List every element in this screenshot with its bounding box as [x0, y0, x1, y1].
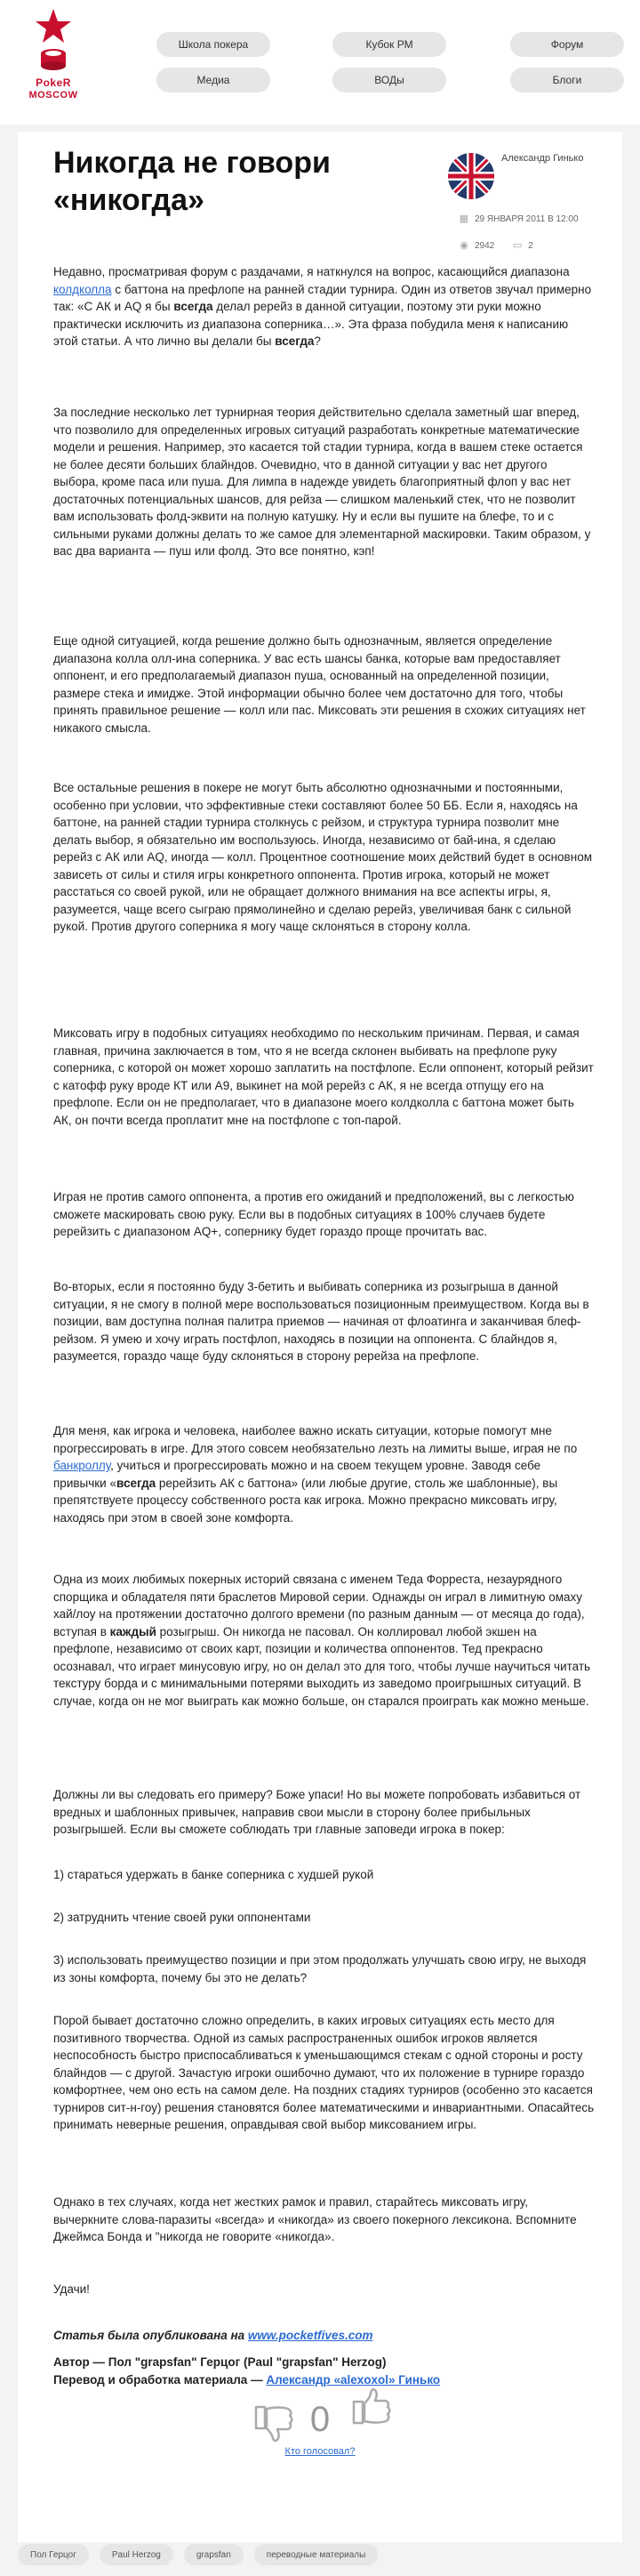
- star-icon: [34, 7, 73, 46]
- author-name[interactable]: Александр Гинько: [501, 153, 584, 164]
- paragraph-7: Во-вторых, если я постоянно буду 3-бетить и выбивать соперника из розыгрыша в данной ситуации, я не смогу в полной мере воспользоваться позиционным преимуществом. Когда вы в позиции, вам доступна полная палитра приемов — начиная от флоатинга и заканчивая блеф-рейзом. Я умею и хочу играть постфлоп, находясь в позиции на оппонента. С блайндов я, разумеется, гораздо чаще буду склоняться в сторону ререйза на префлопе.: [53, 1280, 589, 1363]
- calendar-icon: ▦: [459, 213, 469, 224]
- nav-cup[interactable]: Кубок РМ: [332, 32, 446, 57]
- nav-blogs[interactable]: Блоги: [510, 68, 624, 93]
- comment-icon: ▭: [513, 240, 523, 251]
- tag-item[interactable]: Paul Herzog: [100, 2544, 173, 2565]
- paragraph-8: [53, 1422, 596, 1526]
- who-voted-link[interactable]: Кто голосовал?: [284, 2446, 356, 2457]
- source-link[interactable]: www.pocketfives.com: [247, 2329, 373, 2342]
- p9-text-b: розыгрыш. Он никогда не пасовал. Он коллировал любой экшен на префлопе, независимо от своих карт, позиции и количества оппонентов. Тед прекрасно осознавал, что играет минусовую игру, но он делал это для того, чтобы лучше научиться читать текстуру борда и с минимальными потерями выходить из заведомо проигрышных ситуаций. В случае, когда он не мог выиграть как можно больше, он старался проиграть как можно меньше.: [53, 1624, 591, 1708]
- article-card: [18, 132, 622, 2542]
- coldcall-link[interactable]: колдколла: [53, 282, 112, 296]
- logo[interactable]: [20, 7, 87, 112]
- nav-vods[interactable]: ВОДы: [332, 68, 446, 93]
- paragraph-10: Должны ли вы следовать его примеру? Боже упаси! Но вы можете попробовать избавиться от вредных и шаблонных привычек, направив свои мысли в сторону более прибыльных розыгрышей. Если вы сможете соблюдать три главные заповеди игрока в покер:: [53, 1788, 581, 1836]
- paragraph-6: Играя не против самого оппонента, а против его ожиданий и предположений, вы с легкостью сможете маскировать свою руку. Если вы в подобных ситуациях в 100% случаев будете ререйзить с диапазоном AQ+, сопернику будет гораздо проще прочитать вас.: [53, 1190, 574, 1238]
- p1-bold-2: всегда: [275, 334, 315, 348]
- paragraph-3: Еще одной ситуацией, когда решение должно быть однозначным, является определение диапазона колла олл-ина соперника. У вас есть шансы банка, которые вам предоставляет оппонент, и его предполагаемый диапазон пуша, основанный на определенной позиции, размере стека и имидже. Этой информации обычно более чем достаточно для того, чтобы принять правильное решение — колл или пас. Миксовать эти решения в схожих ситуациях нет никакого смысла.: [53, 634, 586, 735]
- stats-row: [459, 240, 533, 251]
- paragraph-11: Порой бывает достаточно сложно определить, в каких игровых ситуациях есть место для позитивного творчества. Одной из самых распространенных ошибок игроков является неспособность быстро приспосабливаться к уменьшающимся стекам с одной стороны и росту блайндов — с другой. Зачастую игроки ошибочно думают, что их положение в турнире гораздо комфортнее, чем оно есть на самом деле. На поздних стадиях турниров (особенно это касается турниров сит-н-гоу) решения становятся более математическими и инвариантными. Опасайтесь принимать неверные решения, оправдывая свой выбор миксованием игры.: [53, 2014, 595, 2131]
- p1-text-c: делал ререйз в данной ситуации, поэтому эти руки можно практически исключить из диапазона соперника…». Эта фраза побудила меня к написанию этой статьи. А что лично вы делали бы: [53, 300, 569, 348]
- logo-text: [20, 76, 87, 101]
- paragraph-2: За последние несколько лет турнирная теория действительно сделала заметный шаг вперед, что позволило для определенных игровых ситуаций разработать конкретные математические модели и решения. Например, это касается той стадии турнира, когда в вашем стеке остается не более десяти больших блайндов. Очевидно, что в данной ситуации у вас нет другого выбора, кроме паса или пуша. Для лимпа в надежде увидеть благоприятный флоп у вас нет достаточных потенциальных шансов, для рейза — слишком маленький стек, что не позволит вам использовать фолд-эквити на полную катушку. Ну и если вы пушите на блефе, то и с сильными руками должны делать то же самое для элементарной маскировки. Таким образом, у вас два варианта — пуш или фолд. Это все понятно, кэп!: [53, 406, 591, 558]
- p8-bold: всегда: [116, 1476, 156, 1490]
- post-date: 29 ЯНВАРЯ 2011 В 12:00: [475, 213, 579, 224]
- p8-text-a: Для меня, как игрока и человека, наиболее важно искать ситуации, которые помогут мне прогрессировать в игре. Для этого совсем необязательно лезть на лимиты выше, играя не по: [53, 1424, 578, 1455]
- paragraph-4: Все остальные решения в покере не могут быть абсолютно однозначными и постоянными, особенно при условии, что эффективные стеки составляют более 50 ББ. Если я, находясь на баттоне, на ранней стадии турнира столкнусь с рейзом, и структура турнира позволит мне делать выбор, я обязательно им воспользуюсь. Иногда, независимо от бай-ина, я сделаю ререйз с АК или AQ, иногда — колл. Процентное соотношение моих действий будет в основном зависеть от силы и стиля игры конкретного оппонента. Против игрока, который не может расстаться со своей рукой, или не обращает должного внимания на все аспекты игры, я, разумеется, чаще всего сыграю прямолинейно и сделаю ререйз, увеличивая банк с сильной рукой. Против другого соперника я могу чаще склоняться в сторону колла.: [53, 781, 592, 933]
- p1-text-b: с баттона на префлопе на ранней стадии турнира. Один из ответов звучал примерно так: «С АК и AQ я бы: [53, 282, 592, 313]
- tag-item[interactable]: grapsfan: [184, 2544, 244, 2565]
- nav-school[interactable]: Школа покера: [156, 32, 270, 57]
- site-header: [0, 0, 640, 125]
- p9-text-a: Одна из моих любимых покерных историй связана с именем Теда Форреста, незаурядного спорщика и обладателя пяти браслетов Мировой серии. Однажды он играл в лимитную омаху хай/лоу на протяжении достаточно долгого времени (по разным данным — от месяца до года), вступая в: [53, 1573, 585, 1638]
- chip-stack-icon: [37, 46, 69, 75]
- logo-line1: PokeR: [36, 76, 71, 89]
- tag-list: [18, 2544, 378, 2565]
- author-credit: Автор — Пол "grapsfan" Герцог (Paul "grapsfan" Herzog): [53, 2355, 387, 2369]
- translator-text: Перевод и обработка материала —: [53, 2373, 267, 2387]
- tag-item[interactable]: Пол Герцог: [18, 2544, 89, 2565]
- tag-item[interactable]: переводные материалы: [254, 2544, 379, 2565]
- rule-2: 2) затруднить чтение своей руки оппонентами: [53, 1911, 311, 1924]
- p8-text-b: , учиться и прогрессировать можно и на своем текущем уровне. Заводя себе привычки «: [53, 1459, 541, 1490]
- views-count: 2942: [475, 240, 495, 251]
- avatar[interactable]: [448, 153, 494, 199]
- translator-credit: [53, 2371, 596, 2389]
- source-line: [53, 2327, 596, 2345]
- paragraph-9: [53, 1571, 596, 1710]
- rule-1: 1) стараться удержать в банке соперника с худшей рукой: [53, 1868, 374, 1881]
- sign-off: Удачи!: [53, 2282, 90, 2296]
- comments-count[interactable]: 2: [528, 240, 533, 251]
- eye-icon: ◉: [460, 240, 468, 251]
- p1-text-a: Недавно, просматривая форум с раздачами, я наткнулся на вопрос, касающийся диапазона: [53, 265, 570, 278]
- flag-avatar-icon: [448, 153, 494, 199]
- p8-text-c: ререйзить АК с баттона» (или любые другие, столь же шаблонные), вы препятствуете процессу собственного роста как игрока. Можно прекрасно миксовать игру, находясь при этом в своей зоне комфорта.: [53, 1476, 558, 1525]
- logo-line2: MOSCOW: [28, 90, 78, 101]
- paragraph-1: [53, 263, 596, 350]
- thumb-down-icon[interactable]: [251, 2403, 295, 2444]
- p9-bold: каждый: [109, 1624, 156, 1638]
- translator-link[interactable]: Александр «alexoxol» Гинько: [266, 2373, 441, 2387]
- source-text: Статья была опубликована на: [53, 2329, 248, 2342]
- vote-count: 0: [309, 2400, 331, 2439]
- p1-text-d: ?: [314, 334, 321, 348]
- thumb-up-icon[interactable]: [348, 2386, 393, 2427]
- nav-forum[interactable]: Форум: [510, 32, 624, 57]
- page-title: Никогда не говори «никогда»: [53, 146, 331, 217]
- paragraph-5: Миксовать игру в подобных ситуациях необходимо по нескольким причинам. Первая, и самая главная, причина заключается в том, что я не всегда склонен выбивать на префлопе руку соперника, с которой он может хорошо заплатить на постфлопе. Если оппонент, который рейзит с катофф руку вроде КТ или А9, выкинет на мой ререйз с АК, я не всегда отпущу его на префлопе. Если он не предполагает, что в диапазоне моего колдколла с баттона может быть АК, он почти всегда проплатит мне на постфлопе с топ-парой.: [53, 1026, 594, 1127]
- nav-media[interactable]: Медиа: [156, 68, 270, 93]
- date-row: [459, 213, 579, 224]
- rule-3: 3) использовать преимущество позиции и при этом продолжать улучшать свою игру, не выходя из зоны комфорта, почему бы это не делать?: [53, 1953, 587, 1984]
- paragraph-12: Однако в тех случаях, когда нет жестких рамок и правил, старайтесь миксовать игру, вычеркните слова-паразиты «всегда» и «никогда» из своего покерного лексикона. Вспомните Джеймса Бонда и "никогда не говорите «никогда».: [53, 2195, 577, 2243]
- p1-bold-1: всегда: [173, 300, 213, 313]
- bankroll-link[interactable]: банкроллу: [53, 1459, 111, 1472]
